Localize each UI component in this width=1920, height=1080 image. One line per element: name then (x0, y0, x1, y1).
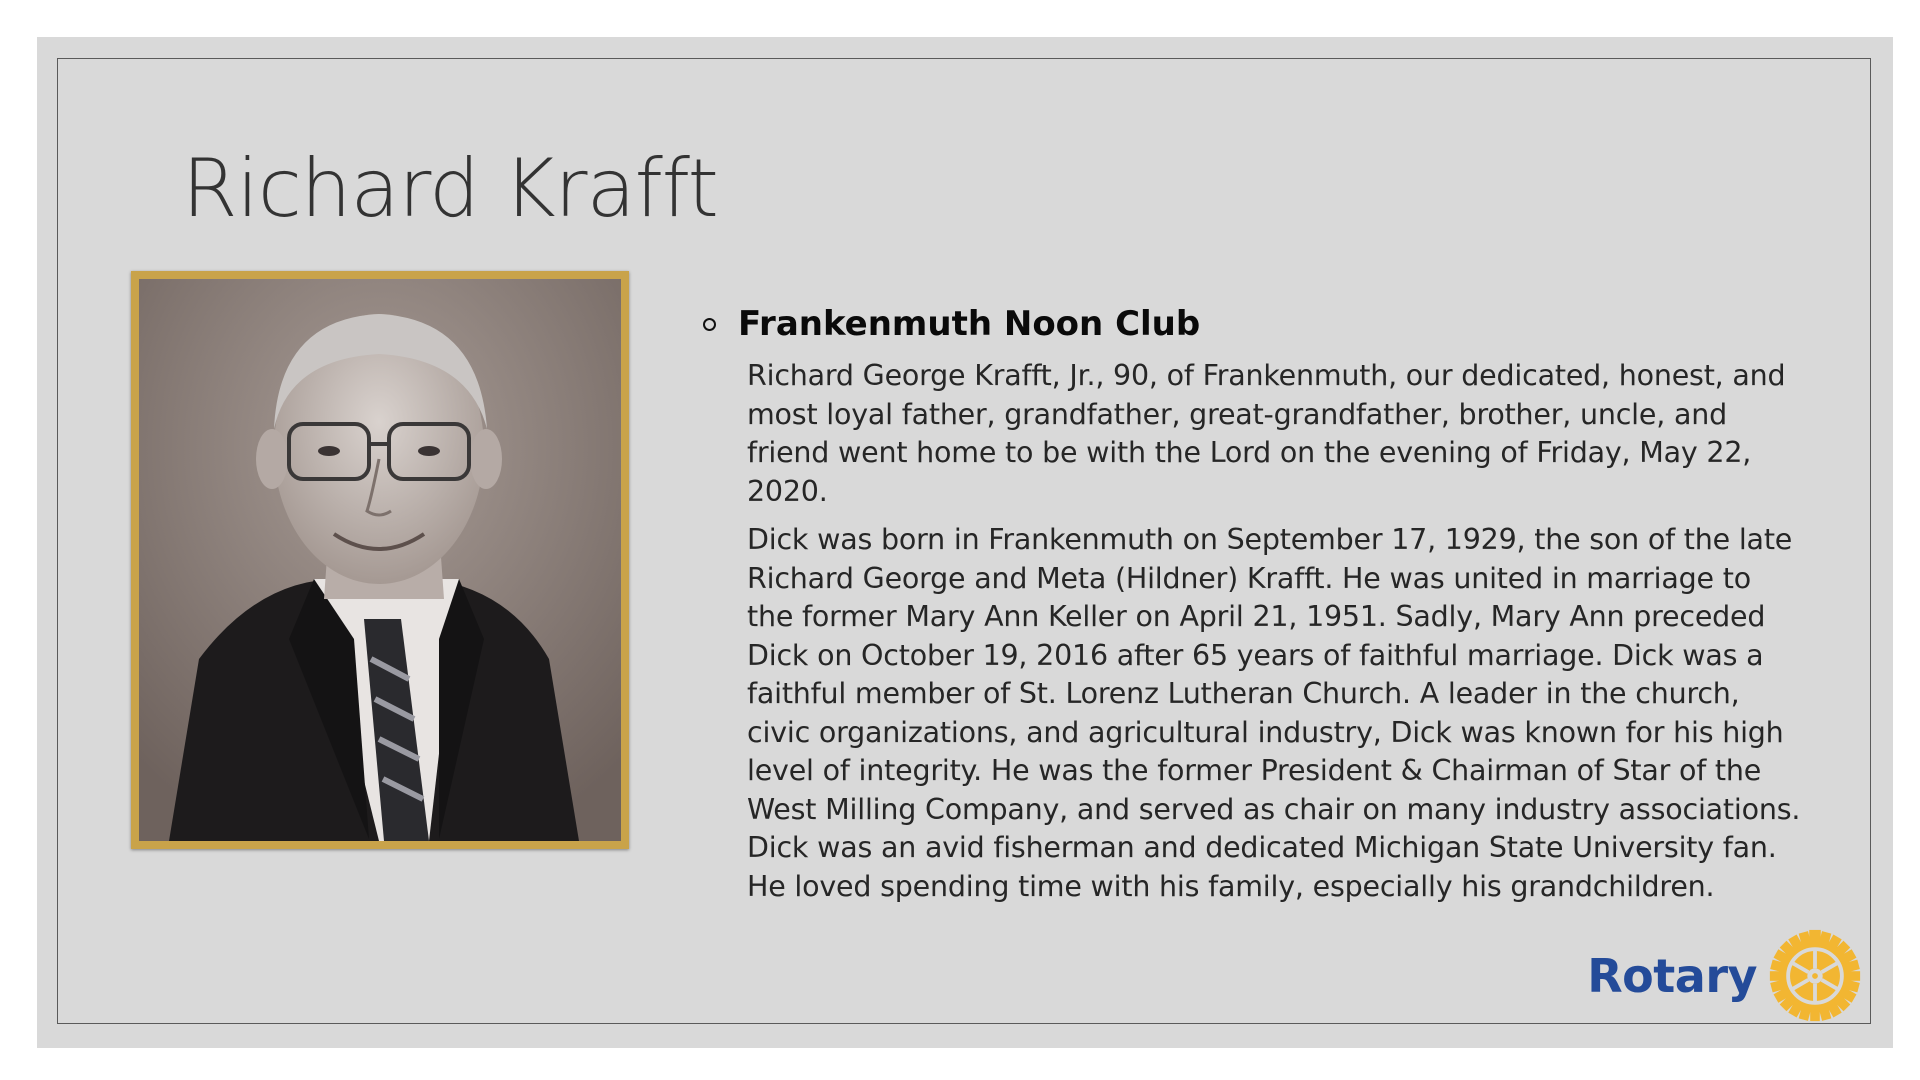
portrait-photo (131, 271, 629, 849)
obituary-paragraph-1: Richard George Krafft, Jr., 90, of Frankenmuth, our dedicated, honest, and most loyal father, grandfather, great-grandfather, brother, uncle, and friend went home to be with the Lord on the evening of Friday, May 22, 2020. (747, 359, 1786, 508)
slide-content (665, 299, 1805, 906)
slide (37, 37, 1893, 1048)
rotary-wheel-icon (1767, 928, 1863, 1024)
obituary-paragraph-2: Dick was born in Frankenmuth on September 17, 1929, the son of the late Richard George and Meta (Hildner) Krafft. He was united in marriage to the former Mary Ann Keller on April 21, 1951. Sadly, Mary Ann preceded Dick on October 19, 2016 after 65 years of faithful marriage. Dick was a faithful member of St. Lorenz Lutheran Church. A leader in the church, civic organizations, and agricultural industry, Dick was known for his high level of integrity. He was the former President & Chairman of Star of the West Milling Company, and served as chair on many industry associations. Dick was an avid fisherman and dedicated Michigan State University fan. He loved spending time with his family, especially his grandchildren. (747, 523, 1801, 903)
rotary-logo (1587, 928, 1863, 1024)
bullet-item (665, 299, 1805, 349)
slide-title: Richard Krafft (182, 142, 718, 235)
bullet-heading: Frankenmuth Noon Club (738, 304, 1201, 344)
hollow-bullet-icon (703, 318, 716, 331)
portrait-image (139, 279, 621, 841)
rotary-wordmark: Rotary (1587, 949, 1757, 1003)
